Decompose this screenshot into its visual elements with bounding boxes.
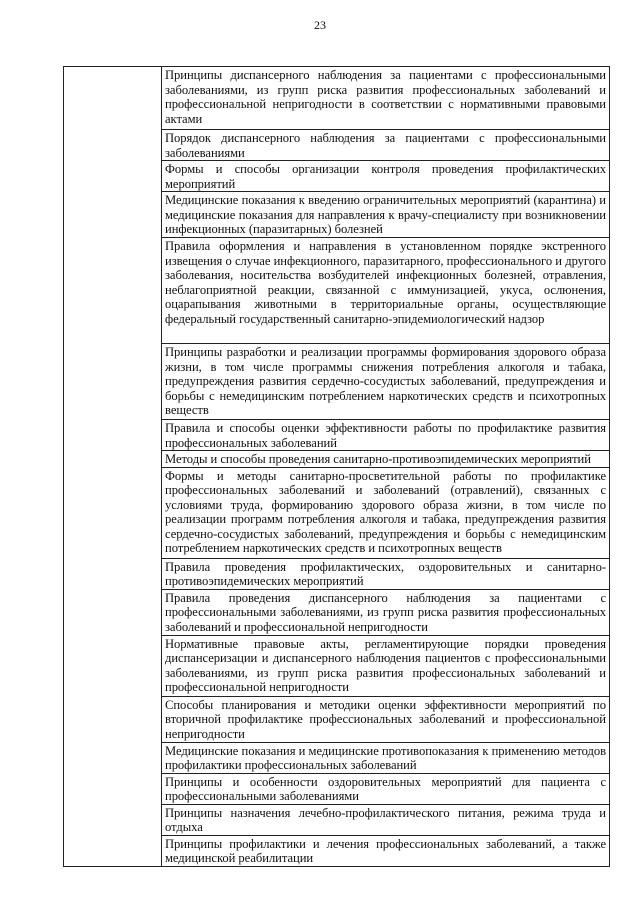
cell-text: Принципы и особенности оздоровительных мероприятий для пациента с профессиональными заболеваниями	[165, 774, 606, 803]
table-cell	[162, 161, 610, 192]
table-cell	[162, 467, 610, 558]
table-cell	[162, 130, 610, 161]
cell-text: Принципы диспансерного наблюдения за пациентами с профессиональными заболеваниями, из групп риска развития профессиональных заболеваний и профессиональной непригодности в соответствии с нормативными правовыми актами	[165, 68, 606, 126]
cell-text: Формы и способы организации контроля проведения профилактических мероприятий	[165, 162, 606, 191]
page-number: 23	[314, 18, 326, 32]
table-cell	[162, 635, 610, 696]
cell-text: Способы планирования и методики оценки эффективности мероприятий по вторичной профилактике профессиональных заболеваний и профессиональной непригодности	[165, 697, 606, 741]
table-cell	[162, 742, 610, 773]
cell-text: Нормативные правовые акты, регламентирующие порядки проведения диспансеризации и диспансерного наблюдения пациентов с профессиональными заболеваниями, из групп риска развития профессиональных заболеваний и профессиональной непригодности	[165, 636, 606, 694]
cell-text: Формы и методы санитарно-просветительной работы по профилактике профессиональных заболеваний и заболеваний (отравлений), связанных с условиями труда, формированию здорового образа жизни, в том числе по реализации программ потребления алкоголя и табака, предупреждения развития сердечно-сосудистых заболеваний, предупреждения и борьбы с немедицинским потреблением наркотических средств и психотропных веществ	[165, 468, 606, 555]
left-column-cell	[64, 67, 162, 867]
cell-text: Принципы назначения лечебно-профилактического питания, режима труда и отдыха	[165, 805, 606, 834]
table-cell	[162, 451, 610, 468]
cell-text: Правила проведения диспансерного наблюдения за пациентами с профессиональными заболеваниями, из групп риска развития профессиональных заболеваний и профессиональной непригодности	[165, 590, 606, 634]
cell-text: Медицинские показания к введению ограничительных мероприятий (карантина) и медицинские показания для направления к врачу-специалисту при возникновении инфекционных (паразитарных) болезней	[165, 193, 606, 236]
cell-text: Медицинские показания и медицинские противопоказания к применению методов профилактики профессиональных заболеваний	[165, 743, 606, 772]
table-cell	[162, 344, 610, 420]
cell-text: Принципы профилактики и лечения профессиональных заболеваний, а также медицинской реабилитации	[165, 836, 606, 865]
cell-text: Методы и способы проведения санитарно-противоэпидемических мероприятий	[165, 452, 591, 466]
cell-text: Правила проведения профилактических, оздоровительных и санитарно-противоэпидемических мероприятий	[165, 559, 606, 588]
table-cell	[162, 420, 610, 451]
table-cell	[162, 835, 610, 866]
table-cell	[162, 804, 610, 835]
table-cell	[162, 192, 610, 238]
cell-text: Порядок диспансерного наблюдения за пациентами с профессиональными заболеваниями	[165, 131, 606, 160]
table-cell	[162, 773, 610, 804]
cell-text: Правила оформления и направления в установленном порядке экстренного извещения о случае инфекционного, паразитарного, профессионального и другого заболевания, носительства возбудителей инфекционных болезней, отравления, неблагоприятной реакции, связанной с иммунизацией, укуса, ослюнения, оцарапывания животными в территориальные органы, осуществляющие федеральный государственный санитарно-эпидемиологический надзор	[165, 239, 606, 326]
table-cell	[162, 67, 610, 130]
requirements-table	[63, 66, 610, 867]
table-cell	[162, 696, 610, 742]
cell-text: Принципы разработки и реализации программы формирования здорового образа жизни, в том числе программы снижения потребления алкоголя и табака, предупреждения развития сердечно-сосудистых заболеваний, предупреждения и борьбы с немедицинским потреблением наркотических средств и психотропных веществ	[165, 345, 606, 417]
table-cell	[162, 558, 610, 589]
table-cell	[162, 589, 610, 635]
table-row	[64, 67, 610, 130]
table-cell	[162, 238, 610, 344]
cell-text: Правила и способы оценки эффективности работы по профилактике развития профессиональных заболеваний	[165, 421, 606, 450]
